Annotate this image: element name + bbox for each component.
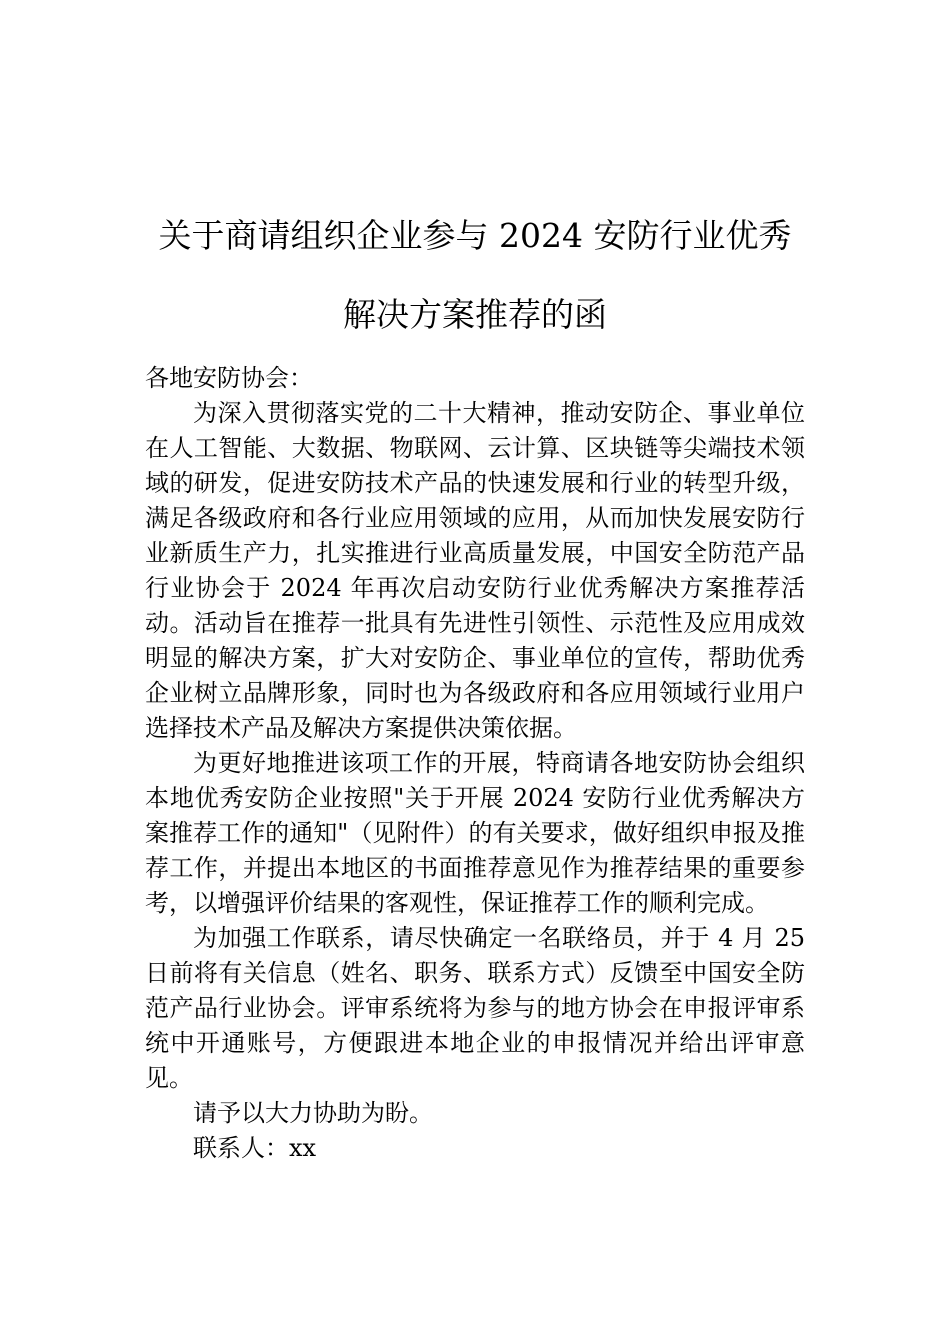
document-body <box>145 361 805 1166</box>
salutation: 各地安防协会： <box>145 364 313 392</box>
paragraph-1: 为深入贯彻落实党的二十大精神，推动安防企、事业单位在人工智能、大数据、物联网、云计算、区块链等尖端技术领域的研发，促进安防技术产品的快速发展和行业的转型升级，满足各级政府和各行业应用领域的应用，从而加快发展安防行业新质生产力，扎实推进行业高质量发展，中国安全防范产品行业协会于 2024 年再次启动安防行业优秀解决方案推荐活动。活动旨在推荐一批具有先进性引领性、示范性及应用成效明显的解决方案，扩大对安防企、事业单位的宣传，帮助优秀企业树立品牌形象，同时也为各级政府和各应用领域行业用户选择技术产品及解决方案提供决策依据。 <box>145 399 805 742</box>
title-line-2: 解决方案推荐的函 <box>343 295 607 334</box>
document-title <box>145 196 805 354</box>
contact-line: 联系人：xx <box>193 1134 317 1162</box>
paragraph-3: 为加强工作联系，请尽快确定一名联络员，并于 4 月 25 日前将有关信息（姓名、职务、联系方式）反馈至中国安全防范产品行业协会。评审系统将为参与的地方协会在申报评审系统中开通账号，方便跟进本地企业的申报情况并给出评审意见。 <box>145 924 805 1092</box>
paragraph-2: 为更好地推进该项工作的开展，特商请各地安防协会组织本地优秀安防企业按照"关于开展 2024 安防行业优秀解决方案推荐工作的通知"（见附件）的有关要求，做好组织申报及推荐工作，并提出本地区的书面推荐意见作为推荐结果的重要参考，以增强评价结果的客观性，保证推荐工作的顺利完成。 <box>145 749 805 917</box>
paragraph-4: 请予以大力协助为盼。 <box>193 1099 433 1127</box>
title-line-1: 关于商请组织企业参与 2024 安防行业优秀 <box>158 216 792 255</box>
